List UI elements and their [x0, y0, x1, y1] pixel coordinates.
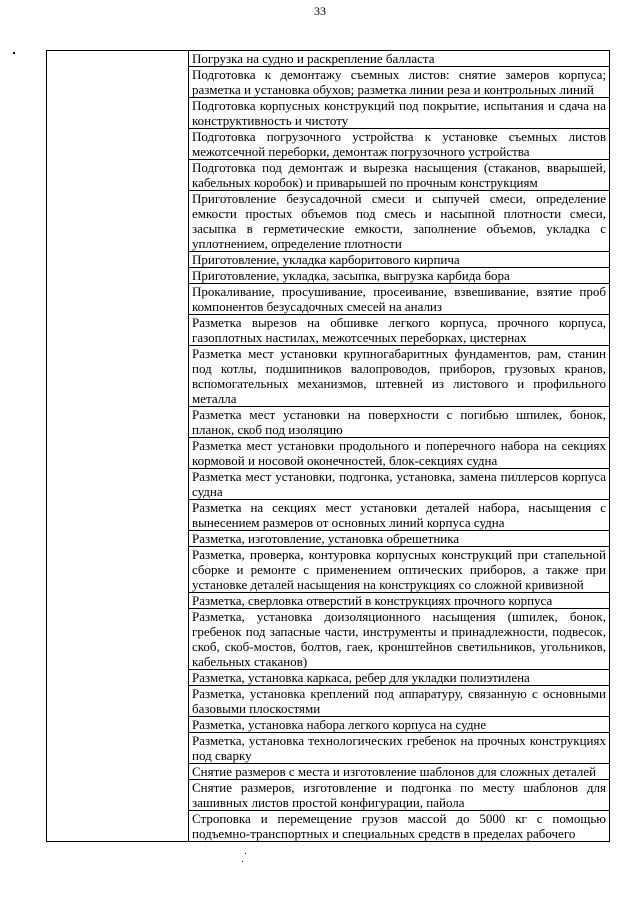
cell-text: Разметка, установка технологических гребенок на прочных конструкциях под сварку — [192, 733, 606, 763]
table-cell — [189, 733, 610, 764]
table-cell — [189, 764, 610, 780]
table-cell — [189, 160, 610, 191]
table-cell — [189, 469, 610, 500]
table-cell — [189, 407, 610, 438]
cell-text: Снятие размеров, изготовление и подгонка по месту шаблонов для зашивных листов простой конфигурации, пайола — [192, 780, 606, 810]
cell-text: Разметка, изготовление, установка обрешетника — [192, 531, 460, 546]
table-cell — [189, 686, 610, 717]
table-cell — [189, 500, 610, 531]
cell-text: Разметка, установка доизоляционного насыщения (шпилек, бонок, гребенок под запасные части, инструменты и принадлежности, подвесок, скоб, скоб-мостов, болтов, гаек, кронштейнов светильников, угольников, кабельных стаканов) — [192, 609, 606, 669]
cell-text: Разметка мест установки крупногабаритных фундаментов, рам, станин под котлы, подшипников валопроводов, приборов, грузовых кранов, вспомогательных механизмов, штевней из листового и профильного металла — [192, 346, 606, 406]
table-cell — [189, 191, 610, 252]
table-cell — [189, 531, 610, 547]
left-empty-column — [47, 51, 189, 842]
scan-mark-dot — [13, 52, 15, 54]
table-row — [47, 51, 610, 67]
table-cell — [189, 284, 610, 315]
cell-text: Разметка, проверка, контуровка корпусных конструкций при стапельной сборке и ремонте с применением оптических приборов, а также при установке деталей насыщения на конструкциях со сложной кривизной — [192, 547, 606, 592]
table-cell — [189, 609, 610, 670]
table-cell — [189, 315, 610, 346]
table-cell — [189, 67, 610, 98]
cell-text: Разметка, установка креплений под аппаратуру, связанную с основными базовыми плоскостями — [192, 686, 606, 716]
cell-text: Разметка мест установки, подгонка, установка, замена пиллерсов корпуса судна — [192, 469, 606, 499]
table-cell — [189, 547, 610, 593]
table-cell — [189, 346, 610, 407]
cell-text: Разметка мест установки на поверхности с погибью шпилек, бонок, планок, скоб под изоляцию — [192, 407, 606, 437]
table-cell — [189, 593, 610, 609]
table-cell — [189, 98, 610, 129]
work-types-table — [46, 50, 610, 842]
table-cell — [189, 51, 610, 67]
cell-text: Приготовление, укладка карборитового кирпича — [192, 252, 460, 267]
cell-text: Приготовление, укладка, засыпка, выгрузка карбида бора — [192, 268, 510, 283]
cell-text: Приготовление безусадочной смеси и сыпучей смеси, определение емкости простых объемов под смесь и насыпной плотности смеси, засыпка в герметические емкости, заполнение объемов, укладка с уплотнением, определение плотности — [192, 191, 606, 251]
cell-text: Строповка и перемещение грузов массой до 5000 кг с помощью подъемно-транспортных и специальных средств в пределах рабочего — [192, 811, 606, 841]
table-cell — [189, 717, 610, 733]
scan-mark-dot — [242, 861, 243, 862]
cell-text: Разметка вырезов на обшивке легкого корпуса, прочного корпуса, газоплотных настилах, межотсечных переборках, цистернах — [192, 315, 606, 345]
cell-text: Разметка, сверловка отверстий в конструкциях прочного корпуса — [192, 593, 553, 608]
cell-text: Подготовка к демонтажу съемных листов: снятие замеров корпуса; разметка и установка обухов; разметка линии реза и контрольных линий — [192, 67, 606, 97]
cell-text: Подготовка погрузочного устройства к установке съемных листов межотсечной переборки, демонтаж погрузочного устройства — [192, 129, 606, 159]
table-cell — [189, 129, 610, 160]
table-cell — [189, 438, 610, 469]
cell-text: Снятие размеров с места и изготовление шаблонов для сложных деталей — [192, 764, 597, 779]
table-cell — [189, 780, 610, 811]
cell-text: Прокаливание, просушивание, просеивание, взвешивание, взятие проб компонентов безусадочных смесей на анализ — [192, 284, 606, 314]
cell-text: Разметка, установка каркаса, ребер для укладки полиэтилена — [192, 670, 530, 685]
table-cell — [189, 268, 610, 284]
cell-text: Разметка мест установки продольного и поперечного набора на секциях кормовой и носовой оконечностей, блок-секциях судна — [192, 438, 606, 468]
page-number: 33 — [314, 4, 326, 18]
cell-text: Погрузка на судно и раскрепление балласта — [192, 51, 435, 66]
table-cell — [189, 811, 610, 842]
scan-mark-dot — [245, 853, 246, 854]
table-cell — [189, 252, 610, 268]
table-cell — [189, 670, 610, 686]
cell-text: Разметка на секциях мест установки деталей набора, насыщения с вынесением размеров от основных линий корпуса судна — [192, 500, 606, 530]
cell-text: Разметка, установка набора легкого корпуса на судне — [192, 717, 487, 732]
cell-text: Подготовка корпусных конструкций под покрытие, испытания и сдача на конструктивность и чистоту — [192, 98, 606, 128]
cell-text: Подготовка под демонтаж и вырезка насыщения (стаканов, вварышей, кабельных коробок) и приварышей по прочным конструкциям — [192, 160, 606, 190]
